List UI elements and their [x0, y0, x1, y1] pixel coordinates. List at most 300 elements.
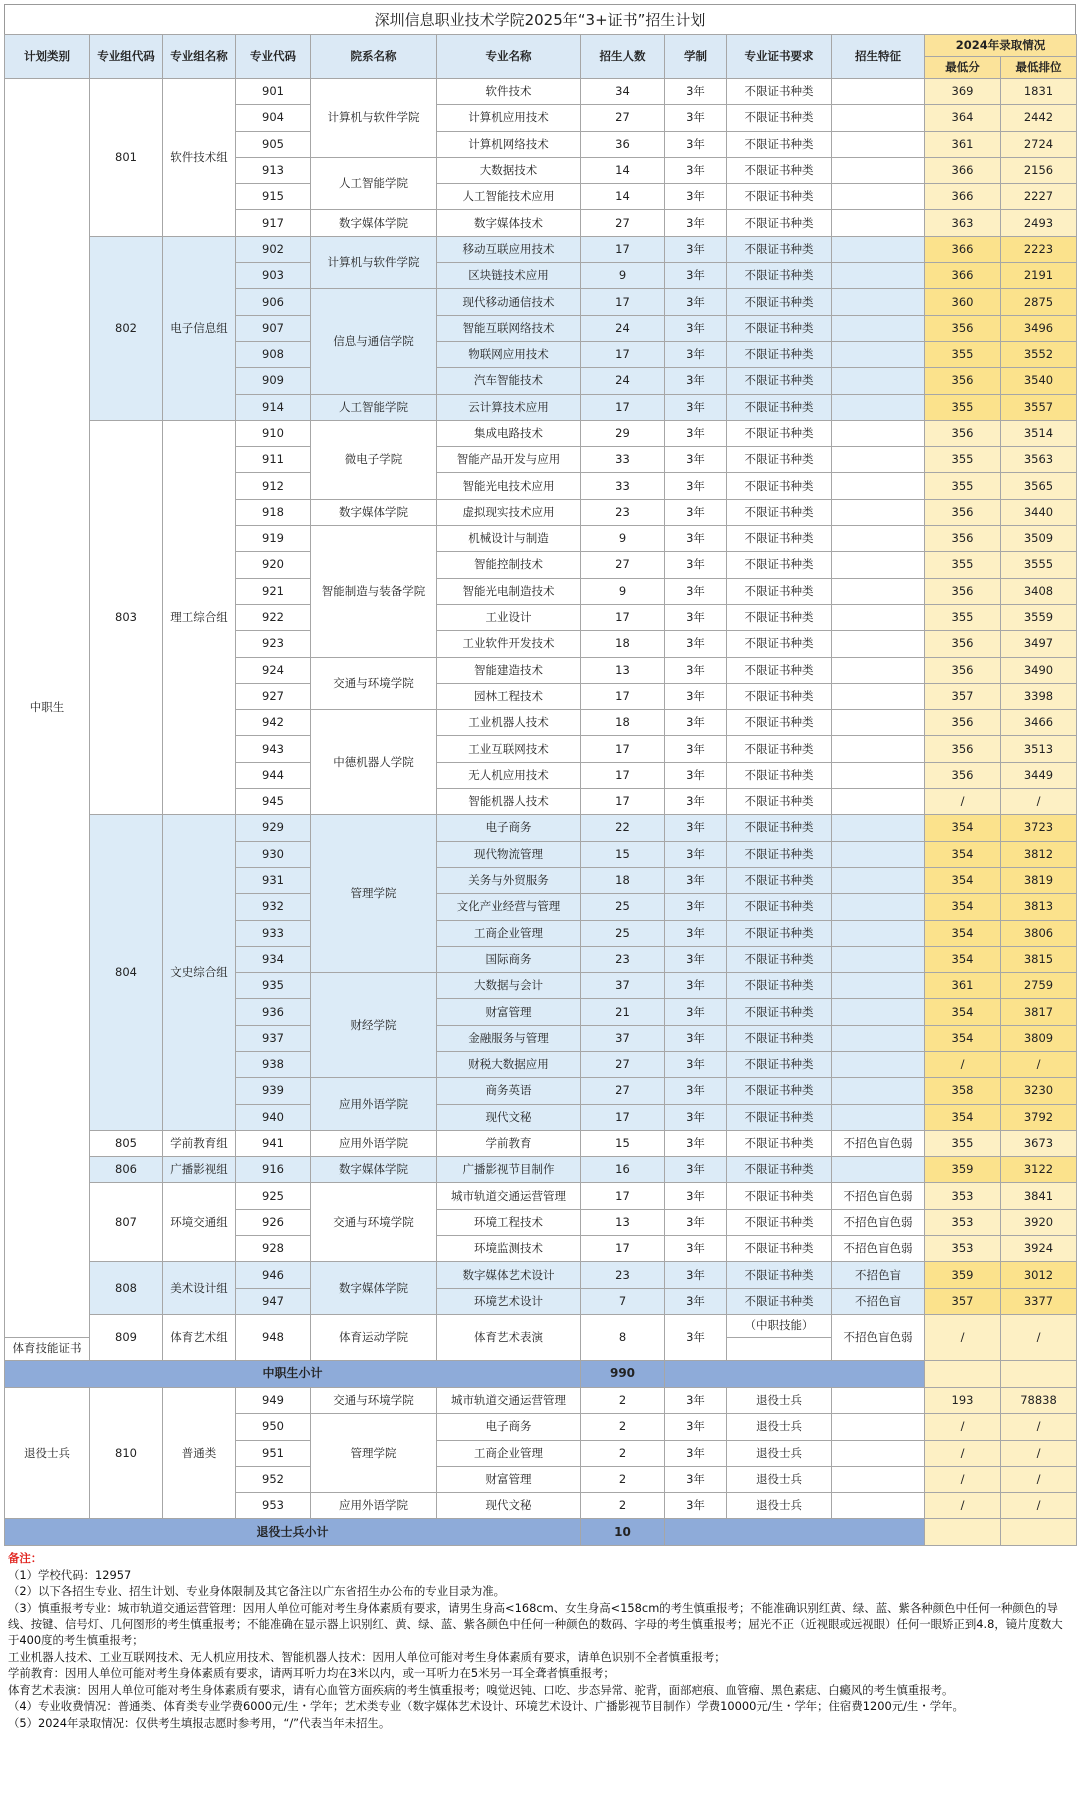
major-code-cell: 929	[236, 815, 311, 841]
min-score-cell: 364	[925, 105, 1001, 131]
cert-cell: 退役士兵	[727, 1387, 832, 1413]
min-score-cell: 354	[925, 841, 1001, 867]
cert-cell: 不限证书种类	[727, 710, 832, 736]
min-rank-cell: 2442	[1001, 105, 1077, 131]
major-name-cell: 云计算技术应用	[437, 394, 581, 420]
duration-cell: 3年	[665, 394, 727, 420]
duration-cell: 3年	[665, 184, 727, 210]
cert-cell: 不限证书种类	[727, 578, 832, 604]
group-name-cell: 软件技术组	[163, 79, 236, 237]
major-name-cell: 大数据技术	[437, 157, 581, 183]
feature-cell	[832, 210, 925, 236]
major-name-cell: 财富管理	[437, 999, 581, 1025]
major-code-cell: 930	[236, 841, 311, 867]
feature-cell: 不招色盲色弱	[832, 1314, 925, 1360]
group-code-cell: 805	[90, 1130, 163, 1156]
cert-cell: 不限证书种类	[727, 1130, 832, 1156]
feature-cell	[832, 1493, 925, 1519]
major-name-cell: 环境艺术设计	[437, 1288, 581, 1314]
group-code-cell: 801	[90, 79, 163, 237]
cert-cell: 不限证书种类	[727, 631, 832, 657]
table-row	[5, 1183, 1077, 1209]
major-code-cell: 948	[236, 1314, 311, 1360]
major-name-cell: 计算机网络技术	[437, 131, 581, 157]
min-rank-cell: 3012	[1001, 1262, 1077, 1288]
enroll-cell: 17	[581, 1104, 665, 1130]
major-code-cell: 922	[236, 604, 311, 630]
major-name-cell: 移动互联应用技术	[437, 236, 581, 262]
duration-cell: 3年	[665, 1025, 727, 1051]
enroll-cell: 14	[581, 184, 665, 210]
feature-cell	[832, 1157, 925, 1183]
min-rank-cell: 3408	[1001, 578, 1077, 604]
cert-cell: 不限证书种类	[727, 657, 832, 683]
duration-cell: 3年	[665, 604, 727, 630]
group-name-cell: 广播影视组	[163, 1157, 236, 1183]
enroll-cell: 24	[581, 368, 665, 394]
enroll-cell: 2	[581, 1440, 665, 1466]
enroll-cell: 23	[581, 946, 665, 972]
major-name-cell: 体育艺术表演	[437, 1314, 581, 1360]
min-rank-cell: 2759	[1001, 973, 1077, 999]
duration-cell: 3年	[665, 210, 727, 236]
cert-cell: 不限证书种类	[727, 1078, 832, 1104]
note-line: （2）以下各招生专业、招生计划、专业身体限制及其它备注以广东省招生办公布的专业目录为准。	[8, 1584, 506, 1599]
feature-cell	[832, 894, 925, 920]
min-rank-cell: 3513	[1001, 736, 1077, 762]
min-rank-cell: /	[1001, 1414, 1077, 1440]
min-score-cell: 355	[925, 1130, 1001, 1156]
min-score-cell: /	[925, 1493, 1001, 1519]
major-name-cell: 现代移动通信技术	[437, 289, 581, 315]
duration-cell: 3年	[665, 1183, 727, 1209]
feature-cell	[832, 762, 925, 788]
cert-cell: 不限证书种类	[727, 841, 832, 867]
header-major-name: 专业名称	[437, 35, 581, 79]
duration-cell: 3年	[665, 368, 727, 394]
duration-cell: 3年	[665, 289, 727, 315]
cert-cell: 不限证书种类	[727, 420, 832, 446]
major-name-cell: 智能机器人技术	[437, 789, 581, 815]
feature-cell	[832, 999, 925, 1025]
cert-cell: 不限证书种类	[727, 210, 832, 236]
min-rank-cell: /	[1001, 789, 1077, 815]
table-row	[5, 1387, 1077, 1413]
duration-cell: 3年	[665, 341, 727, 367]
department-cell: 微电子学院	[311, 420, 437, 499]
major-code-cell: 913	[236, 157, 311, 183]
feature-cell	[832, 683, 925, 709]
duration-cell: 3年	[665, 79, 727, 105]
major-name-cell: 工业软件开发技术	[437, 631, 581, 657]
duration-cell: 3年	[665, 420, 727, 446]
feature-cell: 不招色盲色弱	[832, 1130, 925, 1156]
major-name-cell: 环境监测技术	[437, 1236, 581, 1262]
enroll-cell: 2	[581, 1414, 665, 1440]
feature-cell	[832, 1051, 925, 1077]
min-rank-cell: 3817	[1001, 999, 1077, 1025]
subtotal-blank	[665, 1360, 925, 1387]
feature-cell	[832, 394, 925, 420]
enroll-cell: 37	[581, 973, 665, 999]
feature-cell	[832, 263, 925, 289]
enroll-cell: 17	[581, 736, 665, 762]
major-name-cell: 学前教育	[437, 1130, 581, 1156]
enroll-cell: 14	[581, 157, 665, 183]
subtotal-score-blank	[925, 1519, 1001, 1546]
feature-cell	[832, 236, 925, 262]
major-name-cell: 金融服务与管理	[437, 1025, 581, 1051]
major-code-cell: 918	[236, 499, 311, 525]
min-score-cell: 356	[925, 736, 1001, 762]
table-row	[5, 1157, 1077, 1183]
duration-cell: 3年	[665, 552, 727, 578]
cert-cell: 不限证书种类	[727, 1051, 832, 1077]
cert-cell: 不限证书种类	[727, 946, 832, 972]
enroll-cell: 22	[581, 815, 665, 841]
feature-cell	[832, 79, 925, 105]
major-code-cell: 903	[236, 263, 311, 289]
min-rank-cell: 3377	[1001, 1288, 1077, 1314]
major-code-cell: 904	[236, 105, 311, 131]
enroll-cell: 2	[581, 1493, 665, 1519]
major-name-cell: 商务英语	[437, 1078, 581, 1104]
feature-cell	[832, 710, 925, 736]
major-name-cell: 计算机应用技术	[437, 105, 581, 131]
header-group-code: 专业组代码	[90, 35, 163, 79]
feature-cell: 不招色盲色弱	[832, 1209, 925, 1235]
enroll-cell: 17	[581, 789, 665, 815]
major-name-cell: 城市轨道交通运营管理	[437, 1387, 581, 1413]
duration-cell: 3年	[665, 1288, 727, 1314]
cert-cell: （中职技能）	[727, 1314, 832, 1337]
feature-cell	[832, 157, 925, 183]
major-code-cell: 909	[236, 368, 311, 394]
subtotal-row	[5, 1519, 1077, 1546]
header-2024: 2024年录取情况	[925, 35, 1077, 57]
enroll-cell: 18	[581, 867, 665, 893]
min-rank-cell: 3449	[1001, 762, 1077, 788]
major-code-cell: 936	[236, 999, 311, 1025]
major-code-cell: 908	[236, 341, 311, 367]
duration-cell: 3年	[665, 973, 727, 999]
duration-cell: 3年	[665, 1130, 727, 1156]
feature-cell	[832, 1440, 925, 1466]
min-rank-cell: 2191	[1001, 263, 1077, 289]
enroll-cell: 34	[581, 79, 665, 105]
enroll-cell: 18	[581, 710, 665, 736]
group-code-cell: 809	[90, 1314, 163, 1360]
enroll-cell: 23	[581, 1262, 665, 1288]
duration-cell: 3年	[665, 1466, 727, 1492]
cert-cell: 不限证书种类	[727, 447, 832, 473]
major-name-cell: 智能控制技术	[437, 552, 581, 578]
enroll-cell: 27	[581, 105, 665, 131]
major-name-cell: 文化产业经营与管理	[437, 894, 581, 920]
min-rank-cell: /	[1001, 1314, 1077, 1360]
major-code-cell: 905	[236, 131, 311, 157]
subtotal-label: 中职生小计	[5, 1360, 581, 1387]
major-code-cell: 923	[236, 631, 311, 657]
cert-cell: 不限证书种类	[727, 736, 832, 762]
department-cell: 信息与通信学院	[311, 289, 437, 394]
header-min-rank: 最低排位	[1001, 57, 1077, 79]
duration-cell: 3年	[665, 526, 727, 552]
enroll-cell: 8	[581, 1314, 665, 1360]
feature-cell	[832, 315, 925, 341]
department-cell: 体育运动学院	[311, 1314, 437, 1360]
cert-cell: 不限证书种类	[727, 683, 832, 709]
department-cell: 数字媒体学院	[311, 210, 437, 236]
group-name-cell: 美术设计组	[163, 1262, 236, 1315]
subtotal-row	[5, 1360, 1077, 1387]
cert-cell: 不限证书种类	[727, 1209, 832, 1235]
header-enroll: 招生人数	[581, 35, 665, 79]
table-row	[5, 1130, 1077, 1156]
cert-cell: 不限证书种类	[727, 604, 832, 630]
duration-cell: 3年	[665, 841, 727, 867]
feature-cell	[832, 815, 925, 841]
enroll-cell: 9	[581, 526, 665, 552]
major-name-cell: 智能光电制造技术	[437, 578, 581, 604]
min-score-cell: /	[925, 1314, 1001, 1360]
department-cell: 管理学院	[311, 815, 437, 973]
min-score-cell: 356	[925, 631, 1001, 657]
enroll-cell: 9	[581, 263, 665, 289]
enroll-cell: 27	[581, 1078, 665, 1104]
min-score-cell: 354	[925, 1104, 1001, 1130]
feature-cell	[832, 1466, 925, 1492]
enrollment-table	[4, 34, 1077, 1546]
header-duration: 学制	[665, 35, 727, 79]
min-score-cell: 358	[925, 1078, 1001, 1104]
min-rank-cell: 3490	[1001, 657, 1077, 683]
duration-cell: 3年	[665, 315, 727, 341]
major-code-cell: 926	[236, 1209, 311, 1235]
duration-cell: 3年	[665, 447, 727, 473]
major-code-cell: 932	[236, 894, 311, 920]
major-name-cell: 机械设计与制造	[437, 526, 581, 552]
group-code-cell: 808	[90, 1262, 163, 1315]
department-cell: 管理学院	[311, 1414, 437, 1493]
major-code-cell: 915	[236, 184, 311, 210]
min-rank-cell: 3920	[1001, 1209, 1077, 1235]
enroll-cell: 24	[581, 315, 665, 341]
min-score-cell: 356	[925, 578, 1001, 604]
min-rank-cell: 3559	[1001, 604, 1077, 630]
enroll-cell: 9	[581, 578, 665, 604]
major-code-cell: 924	[236, 657, 311, 683]
min-rank-cell: 3563	[1001, 447, 1077, 473]
duration-cell: 3年	[665, 1157, 727, 1183]
min-score-cell: 359	[925, 1262, 1001, 1288]
group-code-cell: 806	[90, 1157, 163, 1183]
major-code-cell: 952	[236, 1466, 311, 1492]
duration-cell: 3年	[665, 236, 727, 262]
major-name-cell: 无人机应用技术	[437, 762, 581, 788]
enroll-cell: 36	[581, 131, 665, 157]
major-code-cell: 933	[236, 920, 311, 946]
min-score-cell: /	[925, 1440, 1001, 1466]
group-name-cell: 文史综合组	[163, 815, 236, 1131]
enroll-cell: 17	[581, 394, 665, 420]
min-score-cell: 369	[925, 79, 1001, 105]
cert-cell: 不限证书种类	[727, 552, 832, 578]
subtotal-count: 990	[581, 1360, 665, 1387]
major-code-cell: 901	[236, 79, 311, 105]
feature-cell	[832, 552, 925, 578]
min-rank-cell: 3540	[1001, 368, 1077, 394]
cert-cell: 不限证书种类	[727, 236, 832, 262]
cert-cell: 不限证书种类	[727, 131, 832, 157]
enroll-cell: 17	[581, 1183, 665, 1209]
major-code-cell: 919	[236, 526, 311, 552]
cert-cell: 不限证书种类	[727, 1104, 832, 1130]
header-plan-type: 计划类别	[5, 35, 90, 79]
duration-cell: 3年	[665, 920, 727, 946]
enroll-cell: 17	[581, 289, 665, 315]
major-name-cell: 环境工程技术	[437, 1209, 581, 1235]
min-score-cell: 353	[925, 1236, 1001, 1262]
feature-cell	[832, 973, 925, 999]
subtotal-score-blank	[925, 1360, 1001, 1387]
major-name-cell: 工业机器人技术	[437, 710, 581, 736]
min-score-cell: 359	[925, 1157, 1001, 1183]
notes-section	[4, 1546, 1076, 1730]
enroll-cell: 25	[581, 894, 665, 920]
major-code-cell: 944	[236, 762, 311, 788]
feature-cell	[832, 499, 925, 525]
major-name-cell: 工业互联网技术	[437, 736, 581, 762]
min-rank-cell: /	[1001, 1051, 1077, 1077]
cert-cell: 不限证书种类	[727, 1025, 832, 1051]
min-score-cell: /	[925, 789, 1001, 815]
cert-cell: 不限证书种类	[727, 263, 832, 289]
enroll-cell: 16	[581, 1157, 665, 1183]
enrollment-sheet	[4, 4, 1076, 1731]
min-score-cell: /	[925, 1051, 1001, 1077]
feature-cell	[832, 736, 925, 762]
major-code-cell: 942	[236, 710, 311, 736]
group-code-cell: 803	[90, 420, 163, 814]
duration-cell: 3年	[665, 815, 727, 841]
group-name-cell: 体育艺术组	[163, 1314, 236, 1360]
duration-cell: 3年	[665, 131, 727, 157]
feature-cell	[832, 473, 925, 499]
feature-cell	[832, 1387, 925, 1413]
major-code-cell: 921	[236, 578, 311, 604]
enroll-cell: 7	[581, 1288, 665, 1314]
cert-cell: 体育技能证书	[5, 1337, 90, 1360]
feature-cell	[832, 1025, 925, 1051]
note-line: （1）学校代码：12957	[8, 1567, 132, 1582]
group-name-cell: 电子信息组	[163, 236, 236, 420]
group-code-cell: 802	[90, 236, 163, 420]
enroll-cell: 33	[581, 473, 665, 499]
subtotal-label: 退役士兵小计	[5, 1519, 581, 1546]
major-code-cell: 938	[236, 1051, 311, 1077]
duration-cell: 3年	[665, 999, 727, 1025]
duration-cell: 3年	[665, 1209, 727, 1235]
min-score-cell: 356	[925, 499, 1001, 525]
major-code-cell: 943	[236, 736, 311, 762]
major-name-cell: 区块链技术应用	[437, 263, 581, 289]
enroll-cell: 13	[581, 657, 665, 683]
department-cell: 数字媒体学院	[311, 1157, 437, 1183]
cert-cell: 不限证书种类	[727, 79, 832, 105]
feature-cell	[832, 184, 925, 210]
header-major-code: 专业代码	[236, 35, 311, 79]
major-code-cell: 947	[236, 1288, 311, 1314]
department-cell: 应用外语学院	[311, 1130, 437, 1156]
major-name-cell: 汽车智能技术	[437, 368, 581, 394]
duration-cell: 3年	[665, 1414, 727, 1440]
cert-cell: 不限证书种类	[727, 394, 832, 420]
major-code-cell: 935	[236, 973, 311, 999]
major-name-cell: 集成电路技术	[437, 420, 581, 446]
department-cell: 数字媒体学院	[311, 1262, 437, 1315]
department-cell: 财经学院	[311, 973, 437, 1078]
header-department: 院系名称	[311, 35, 437, 79]
min-rank-cell: 2223	[1001, 236, 1077, 262]
duration-cell: 3年	[665, 867, 727, 893]
group-name-cell: 理工综合组	[163, 420, 236, 814]
enroll-cell: 27	[581, 552, 665, 578]
min-rank-cell: 2875	[1001, 289, 1077, 315]
major-name-cell: 国际商务	[437, 946, 581, 972]
duration-cell: 3年	[665, 1236, 727, 1262]
note-line: 学前教育：因用人单位可能对考生身体素质有要求，请两耳听力均在3米以内，或一耳听力在5米另一耳全聋者慎重报考；	[8, 1666, 615, 1681]
note-line: （5）2024年录取情况：仅供考生填报志愿时参考用，“/”代表当年未招生。	[8, 1715, 391, 1730]
major-name-cell: 现代文秘	[437, 1493, 581, 1519]
feature-cell: 不招色盲色弱	[832, 1183, 925, 1209]
feature-cell	[832, 920, 925, 946]
feature-cell	[832, 341, 925, 367]
department-cell: 智能制造与装备学院	[311, 526, 437, 657]
cert-cell: 不限证书种类	[727, 789, 832, 815]
min-rank-cell: 3552	[1001, 341, 1077, 367]
min-rank-cell: 78838	[1001, 1387, 1077, 1413]
major-name-cell: 现代文秘	[437, 1104, 581, 1130]
enroll-cell: 17	[581, 236, 665, 262]
min-score-cell: 366	[925, 236, 1001, 262]
min-score-cell: 354	[925, 999, 1001, 1025]
plan-type-cell: 中职生	[5, 79, 90, 1338]
cert-cell: 不限证书种类	[727, 973, 832, 999]
subtotal-blank	[665, 1519, 925, 1546]
feature-cell	[832, 1078, 925, 1104]
min-rank-cell: 2227	[1001, 184, 1077, 210]
min-rank-cell: 3398	[1001, 683, 1077, 709]
feature-cell	[832, 368, 925, 394]
major-name-cell: 关务与外贸服务	[437, 867, 581, 893]
major-code-cell: 945	[236, 789, 311, 815]
major-name-cell: 智能互联网络技术	[437, 315, 581, 341]
min-score-cell: 354	[925, 946, 1001, 972]
major-name-cell: 数字媒体艺术设计	[437, 1262, 581, 1288]
major-name-cell: 智能建造技术	[437, 657, 581, 683]
major-code-cell: 920	[236, 552, 311, 578]
cert-cell: 退役士兵	[727, 1493, 832, 1519]
duration-cell: 3年	[665, 499, 727, 525]
min-score-cell: 363	[925, 210, 1001, 236]
department-cell: 人工智能学院	[311, 157, 437, 210]
department-cell: 人工智能学院	[311, 394, 437, 420]
duration-cell: 3年	[665, 1493, 727, 1519]
major-name-cell: 大数据与会计	[437, 973, 581, 999]
major-code-cell: 951	[236, 1440, 311, 1466]
enroll-cell: 37	[581, 1025, 665, 1051]
